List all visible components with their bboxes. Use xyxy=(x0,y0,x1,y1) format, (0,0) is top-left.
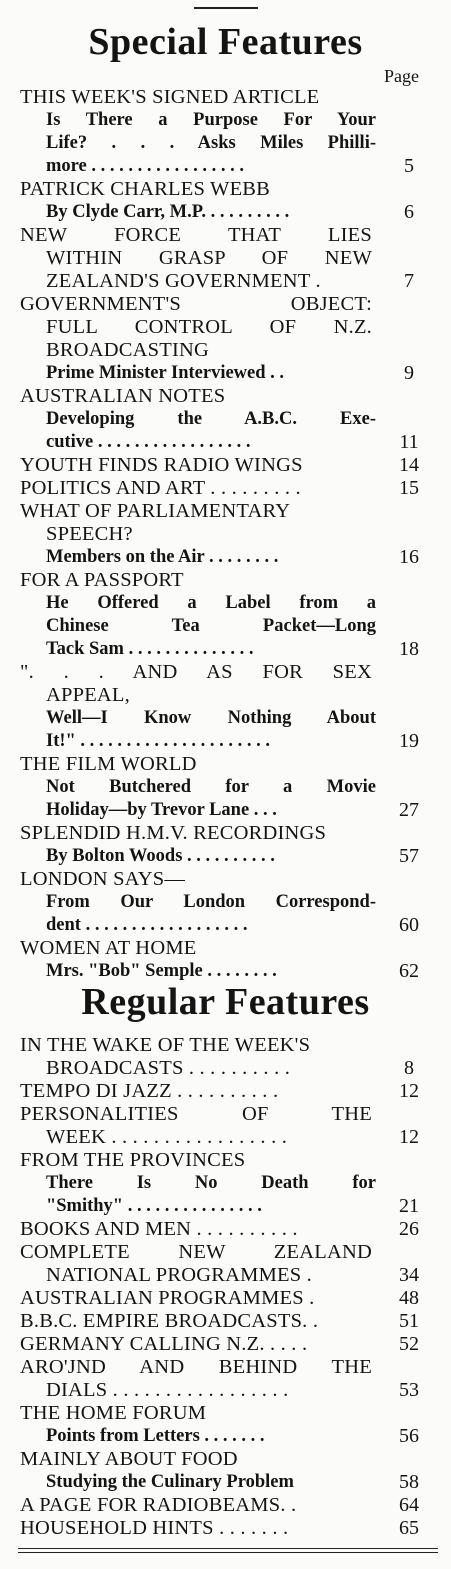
toc-line: THE FILM WORLD xyxy=(20,753,197,775)
regular-features-heading: Regular Features xyxy=(81,981,370,1023)
page-number: 16 xyxy=(399,546,419,568)
toc-line: Chinese Tea Packet—Long xyxy=(46,616,376,636)
page-number: 12 xyxy=(399,1126,419,1148)
toc-line: Points from Letters . . . . . . . xyxy=(46,1426,265,1446)
toc-line: There Is No Death for xyxy=(46,1173,376,1193)
toc-line: WEEK . . . . . . . . . . . . . . . . . xyxy=(46,1126,288,1148)
toc-line: BROADCASTING xyxy=(46,339,209,361)
page-number: 14 xyxy=(399,454,419,476)
toc-line: B.B.C. EMPIRE BROADCASTS. . xyxy=(20,1310,319,1332)
page-number: 64 xyxy=(399,1494,419,1516)
page-number: 57 xyxy=(399,845,419,867)
toc-line: Developing the A.B.C. Exe- xyxy=(46,409,376,429)
page-number: 9 xyxy=(404,362,414,384)
toc-line: Not Butchered for a Movie xyxy=(46,777,376,797)
toc-line: WHAT OF PARLIAMENTARY xyxy=(20,500,291,522)
toc-line: Tack Sam . . . . . . . . . . . . . . xyxy=(46,639,254,659)
top-rule xyxy=(194,7,258,9)
page-number: 52 xyxy=(399,1333,419,1355)
page-number: 60 xyxy=(399,914,419,936)
page-number: 48 xyxy=(399,1287,419,1309)
page-number: 56 xyxy=(399,1425,419,1447)
toc-line: THIS WEEK'S SIGNED ARTICLE xyxy=(20,86,320,108)
toc-line: Well—I Know Nothing About xyxy=(46,708,376,728)
toc-line: By Clyde Carr, M.P. . . . . . . . . . xyxy=(46,202,290,222)
toc-line: LONDON SAYS— xyxy=(20,868,186,890)
page-number: 53 xyxy=(399,1379,419,1401)
toc-line: APPEAL, xyxy=(46,684,130,706)
toc-line: "Smithy" . . . . . . . . . . . . . . . xyxy=(46,1196,262,1216)
toc-line: Members on the Air . . . . . . . . xyxy=(46,547,279,567)
page-number: 65 xyxy=(399,1517,419,1539)
toc-line: FULL CONTROL OF N.Z. xyxy=(46,316,372,338)
toc-line: Studying the Culinary Problem xyxy=(46,1472,294,1492)
bottom-rule xyxy=(18,1548,438,1549)
page-number: 21 xyxy=(399,1195,419,1217)
toc-line: POLITICS AND ART . . . . . . . . . xyxy=(20,477,301,499)
toc-line: THE HOME FORUM xyxy=(20,1402,207,1424)
toc-line: NEW FORCE THAT LIES xyxy=(20,224,372,246)
toc-line: He Offered a Label from a xyxy=(46,593,376,613)
toc-line: PATRICK CHARLES WEBB xyxy=(20,178,271,200)
page-column-label: Page xyxy=(384,66,419,86)
toc-line: ". . . AND AS FOR SEX xyxy=(20,661,372,683)
page-number: 15 xyxy=(399,477,419,499)
page-number: 27 xyxy=(399,799,419,821)
toc-line: NATIONAL PROGRAMMES . xyxy=(46,1264,312,1286)
toc-line: cutive . . . . . . . . . . . . . . . . . xyxy=(46,432,251,452)
toc-line: By Bolton Woods . . . . . . . . . . xyxy=(46,846,275,866)
toc-line: FOR A PASSPORT xyxy=(20,569,184,591)
page-number: 7 xyxy=(404,270,414,292)
toc-line: Is There a Purpose For Your xyxy=(46,110,376,130)
page-number: 5 xyxy=(404,155,414,177)
toc-line: Life? . . . Asks Miles Philli- xyxy=(46,133,376,153)
toc-line: HOUSEHOLD HINTS . . . . . . . xyxy=(20,1517,289,1539)
toc-line: A PAGE FOR RADIOBEAMS. . xyxy=(20,1494,297,1516)
toc-line: YOUTH FINDS RADIO WINGS xyxy=(20,454,303,476)
page-number: 51 xyxy=(399,1310,419,1332)
toc-line: From Our London Correspond- xyxy=(46,892,376,912)
toc-line: GERMANY CALLING N.Z. . . . . xyxy=(20,1333,308,1355)
toc-line: AUSTRALIAN NOTES xyxy=(20,385,226,407)
toc-line: FROM THE PROVINCES xyxy=(20,1149,246,1171)
toc-line: IN THE WAKE OF THE WEEK'S xyxy=(20,1034,311,1056)
toc-line: BOOKS AND MEN . . . . . . . . . . xyxy=(20,1218,298,1240)
toc-line: BROADCASTS . . . . . . . . . . xyxy=(46,1057,291,1079)
page-number: 11 xyxy=(399,431,419,453)
toc-line: more . . . . . . . . . . . . . . . . . xyxy=(46,156,244,176)
page-number: 62 xyxy=(399,960,419,982)
toc-line: Holiday—by Trevor Lane . . . xyxy=(46,800,277,820)
toc-line: COMPLETE NEW ZEALAND xyxy=(20,1241,372,1263)
toc-line: AUSTRALIAN PROGRAMMES . xyxy=(20,1287,315,1309)
toc-line: dent . . . . . . . . . . . . . . . . . . xyxy=(46,915,248,935)
toc-line: GOVERNMENT'S OBJECT: xyxy=(20,293,372,315)
toc-line: SPLENDID H.M.V. RECORDINGS xyxy=(20,822,327,844)
toc-line: Mrs. "Bob" Semple . . . . . . . . xyxy=(46,961,277,981)
toc-line: ARO'JND AND BEHIND THE xyxy=(20,1356,372,1378)
page-number: 6 xyxy=(404,201,414,223)
bottom-rule-double xyxy=(18,1552,438,1553)
toc-line: MAINLY ABOUT FOOD xyxy=(20,1448,238,1470)
special-features-heading: Special Features xyxy=(88,21,363,63)
page-number: 58 xyxy=(399,1471,419,1493)
toc-line: SPEECH? xyxy=(46,523,133,545)
toc-line: PERSONALITIES OF THE xyxy=(20,1103,372,1125)
page-number: 26 xyxy=(399,1218,419,1240)
page-number: 19 xyxy=(399,730,419,752)
page-number: 34 xyxy=(399,1264,419,1286)
toc-line: DIALS . . . . . . . . . . . . . . . . . xyxy=(46,1379,289,1401)
page-number: 12 xyxy=(399,1080,419,1102)
page-number: 18 xyxy=(399,638,419,660)
toc-line: WOMEN AT HOME xyxy=(20,937,197,959)
toc-line: WITHIN GRASP OF NEW xyxy=(46,247,372,269)
toc-line: TEMPO DI JAZZ . . . . . . . . . . xyxy=(20,1080,279,1102)
toc-line: It!" . . . . . . . . . . . . . . . . . . . . . xyxy=(46,731,271,751)
toc-line: Prime Minister Interviewed . . xyxy=(46,363,285,383)
page-number: 8 xyxy=(404,1057,414,1079)
toc-line: ZEALAND'S GOVERNMENT . xyxy=(46,270,321,292)
